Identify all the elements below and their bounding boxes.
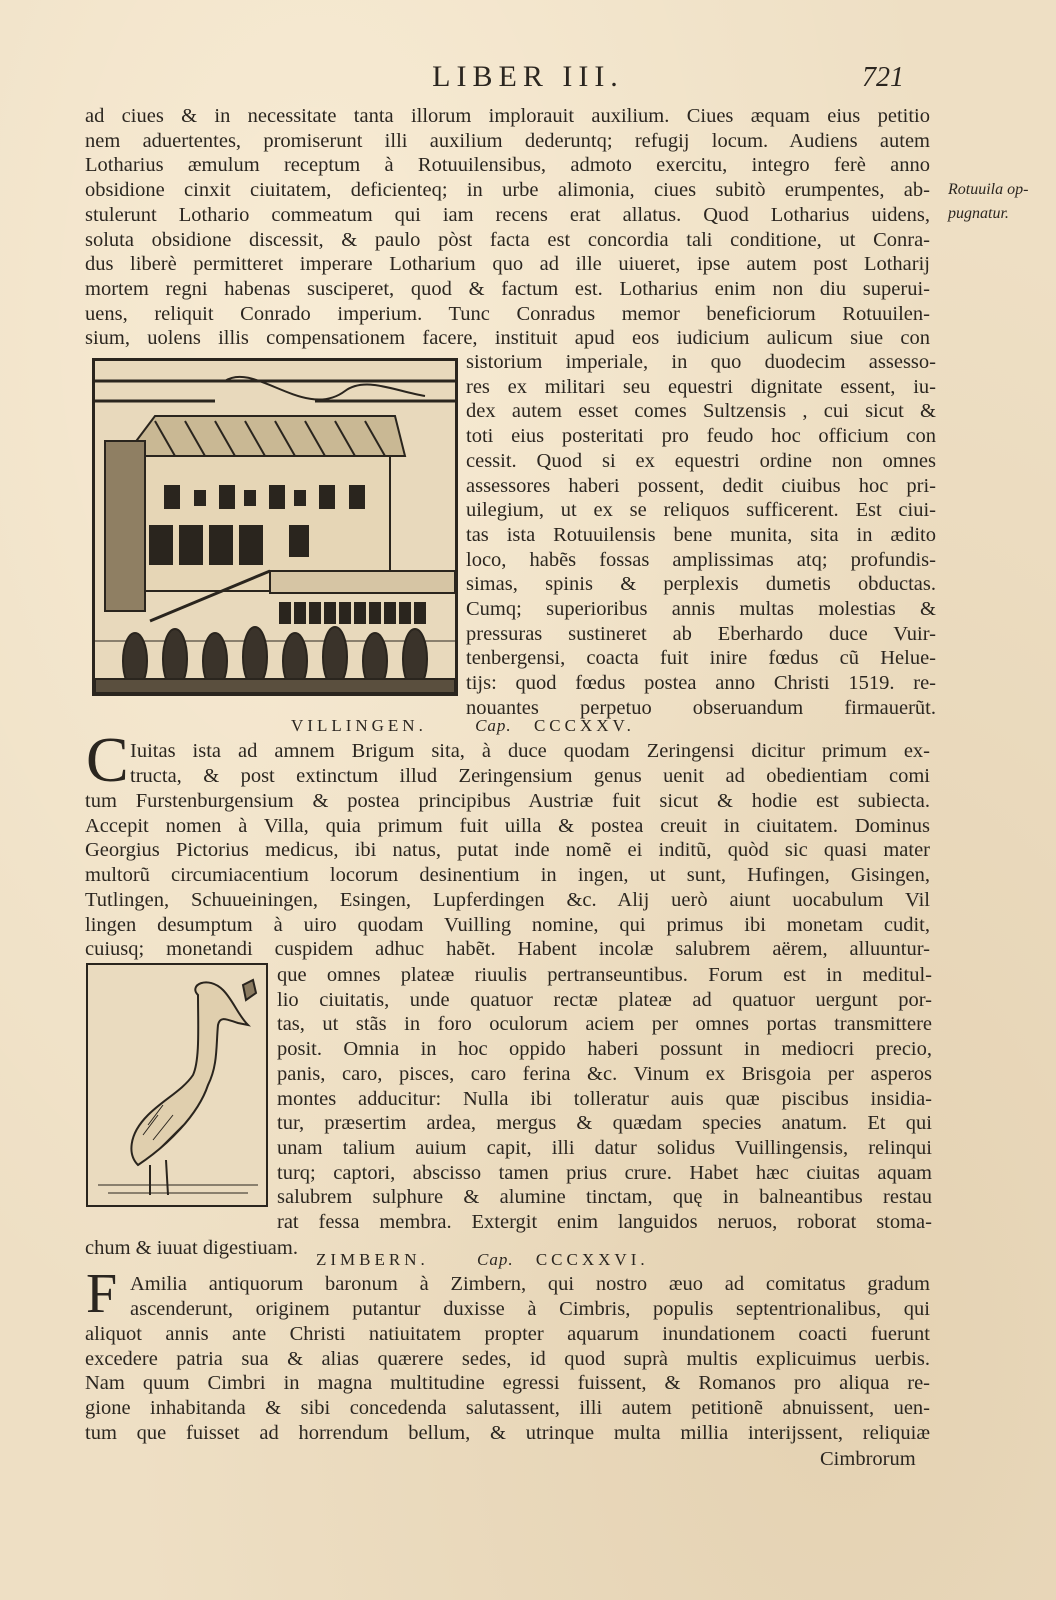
text-line: assessores haberi possent, dedit ciuibus hoc pri- <box>466 474 936 497</box>
text-line: sistorium imperiale, in quo duodecim assesso- <box>466 351 936 373</box>
text-line: soluta obsidione discessit, & paulo pòst facta est concordia tali conditione, ut Conra- <box>85 228 930 251</box>
text-line: uilegium, ut ex se reliquos sufficerent. Est ciui- <box>466 499 936 522</box>
text-line: que omnes plateæ riuulis pertranseuntibus. Forum est in meditul- <box>277 964 932 986</box>
text-line: multorũ circumiacentium locorum desinentium in ingen, ut sunt, Hufingen, Gisingen, <box>85 864 930 887</box>
chapter-325-title: VILLINGEN. <box>291 716 427 735</box>
text-line: nouantes perpetuo obseruandum firmauerũt. <box>466 696 936 719</box>
chapter-326-cap-label: Cap. <box>477 1250 514 1269</box>
chapter-325-cap-number: CCCXXV. <box>533 716 635 735</box>
text-line: uens, reliquit Conrado imperium. Tunc Conradus memor beneficiorum Rotuuilen- <box>85 302 930 325</box>
text-line: toti eius posteritati pro feudo hoc officium con <box>466 425 936 448</box>
chapter-325-heading <box>291 716 635 736</box>
text-line: Iuitas ista ad amnem Brigum sita, à duce quodam Zeringensi dicitur primum ex- <box>130 740 930 762</box>
text-line: ascenderunt, originem putantur duxisse à Cimbris, populis septentrionalibus, qui <box>130 1297 930 1320</box>
text-line: Amilia antiquorum baronum à Zimbern, qui nostro æuo ad comitatus gradum <box>130 1273 930 1295</box>
text-line: Lotharius æmulum receptum à Rotuuilensibus, admoto exercitu, integro ferè anno <box>85 154 930 177</box>
text-line: pressuras sustineret ab Eberhardo duce Vuir- <box>466 622 936 645</box>
marginal-note-line-1: Rotuuila op- <box>948 181 1029 198</box>
text-line: Accepit nomen à Villa, quia primum fuit uilla & postea creuit in ciuitatem. Dominus <box>85 814 930 837</box>
text-line: tenbergensi, coacta fuit inire fœdus cũ Helue- <box>466 647 936 670</box>
text-line: unam talium auium capit, illi datur solidus Vuillingensis, relinqui <box>277 1136 932 1159</box>
running-head: LIBER III. <box>432 60 624 93</box>
text-line: lingen desumptum à uiro quodam Vuilling nomine, qui primus ibi monetam cudit, <box>85 913 930 936</box>
text-line: tur, præsertim ardea, mergus & quædam species anatum. Et qui <box>277 1112 932 1135</box>
text-line: nem aduertentes, promiserunt illi auxilium dederuntq; refugij locum. Audiens autem <box>85 129 930 152</box>
text-line: dus liberè permitteret imperare Lotharium quo ad ille uiueret, ipse autem post Lotharij <box>85 253 930 276</box>
text-line: loco, habẽs fossas amplissimas atq; profundis- <box>466 548 936 571</box>
drop-cap-C: C <box>86 724 129 795</box>
text-line: tijs: quod fœdus postea anno Christi 1519. re- <box>466 672 936 695</box>
text-line: turq; captori, abscisso tamen prius crure. Habet hæc ciuitas aquam <box>277 1161 932 1184</box>
woodcut-rottweil-court <box>92 358 458 696</box>
woodcut-heron <box>86 963 268 1207</box>
text-line: Tutlingen, Schuueiningen, Esingen, Lupferdingen &c. Alij uerò aiunt uocabulum Vil <box>85 888 930 911</box>
text-line: ad ciues & in necessitate tanta illorum implorauit auxilium. Ciues æquam eius petitio <box>85 105 930 127</box>
text-line: obsidione cinxit ciuitatem, deficienteq; in urbe alimonia, ciues subitò erumpentes, ab- <box>85 179 930 202</box>
page-number: 721 <box>862 62 904 93</box>
chapter-326-heading <box>316 1250 649 1270</box>
text-line: tas ista Rotuuilensis bene munita, sita in ædito <box>466 523 936 546</box>
chapter-326-cap-number: CCCXXVI. <box>535 1250 649 1269</box>
text-line: posit. Omnia in hoc oppido haberi possunt in mediocri precio, <box>277 1038 932 1061</box>
text-line: rat fessa membra. Extergit enim languidos neruos, roborat stoma- <box>277 1211 932 1233</box>
text-line: simas, spinis & perplexis dumetis obductas. <box>466 573 936 596</box>
text-line: dex autem esset comes Sultzensis , cui sicut & <box>466 400 936 423</box>
text-line: Cumq; superioribus annis multas molestias & <box>466 598 936 620</box>
text-line: excedere patria sua & alias quærere sedes, id quod suprà multis explicuimus uerbis. <box>85 1347 930 1370</box>
text-line: panis, caro, pisces, caro ferina &c. Vinum ex Brisgoia per asperos <box>277 1062 932 1085</box>
text-line: chum & iuuat digestiuam. <box>85 1237 298 1259</box>
text-line: cessit. Quod si ex equestri ordine non omnes <box>466 449 936 472</box>
text-line: montes adducitur: Nulla ibi tolleratur auis quæ piscibus insidia- <box>277 1087 932 1110</box>
chapter-325-cap-label: Cap. <box>475 716 512 735</box>
chapter-326-title: ZIMBERN. <box>316 1250 429 1269</box>
text-line: mortem regni habenas susciperet, quod & factum est. Lotharius enim non diu superui- <box>85 277 930 300</box>
text-line: lio ciuitatis, unde quatuor rectæ plateæ ad quatuor uergunt por- <box>277 988 932 1011</box>
text-line: aliquot annis ante Christi natiuitatem propter aquarum inundationem coacti fuerunt <box>85 1323 930 1345</box>
text-line: res ex militari seu equestri dignitate essent, iu- <box>466 375 936 398</box>
text-line: tum que fuisset ad horrendum bellum, & utrinque multa millia interijssent, reliquiæ <box>85 1421 930 1444</box>
text-line: Georgius Pictorius medicus, ibi natus, putat inde nomẽ ei inditũ, quòd sic quasi mater <box>85 839 930 862</box>
text-line: sium, uolens illis compensationem facere, instituit apud eos iudicium aulicum siue con <box>85 327 930 350</box>
text-line: tum Furstenburgensium & postea principibus Austriæ fuit sicut & hodie est subiecta. <box>85 790 930 812</box>
text-line: salubrem sulphure & alumine tinctam, quę in balneantibus restau <box>277 1186 932 1209</box>
heron-illustration <box>88 965 266 1205</box>
marginal-note-line-2: pugnatur. <box>948 205 1009 222</box>
text-line: stulerunt Lothario commeatum qui iam recens erat allatus. Quod Lotharius uidens, <box>85 203 930 226</box>
text-line: tructa, & post extinctum illud Zeringensium genus uenit ad obedientiam comi <box>130 764 930 787</box>
text-line: Nam quum Cimbri in magna multitudine egressi fuissent, & Romanos pro aliqua re- <box>85 1372 930 1395</box>
text-line: gione inhabitanda & sibi concedenda salutassent, illi autem petitionẽ abnuissent, uen- <box>85 1397 930 1420</box>
text-line: tas, ut stãs in foro oculorum aciem per omnes portas transmittere <box>277 1013 932 1036</box>
text-line: cuiusq; monetandi cuspidem adhuc habẽt. Habent incolæ salubrem aërem, alluuntur- <box>85 938 930 961</box>
court-building-illustration <box>95 361 455 693</box>
drop-cap-F: F <box>86 1263 118 1325</box>
catchword: Cimbrorum <box>820 1448 916 1470</box>
